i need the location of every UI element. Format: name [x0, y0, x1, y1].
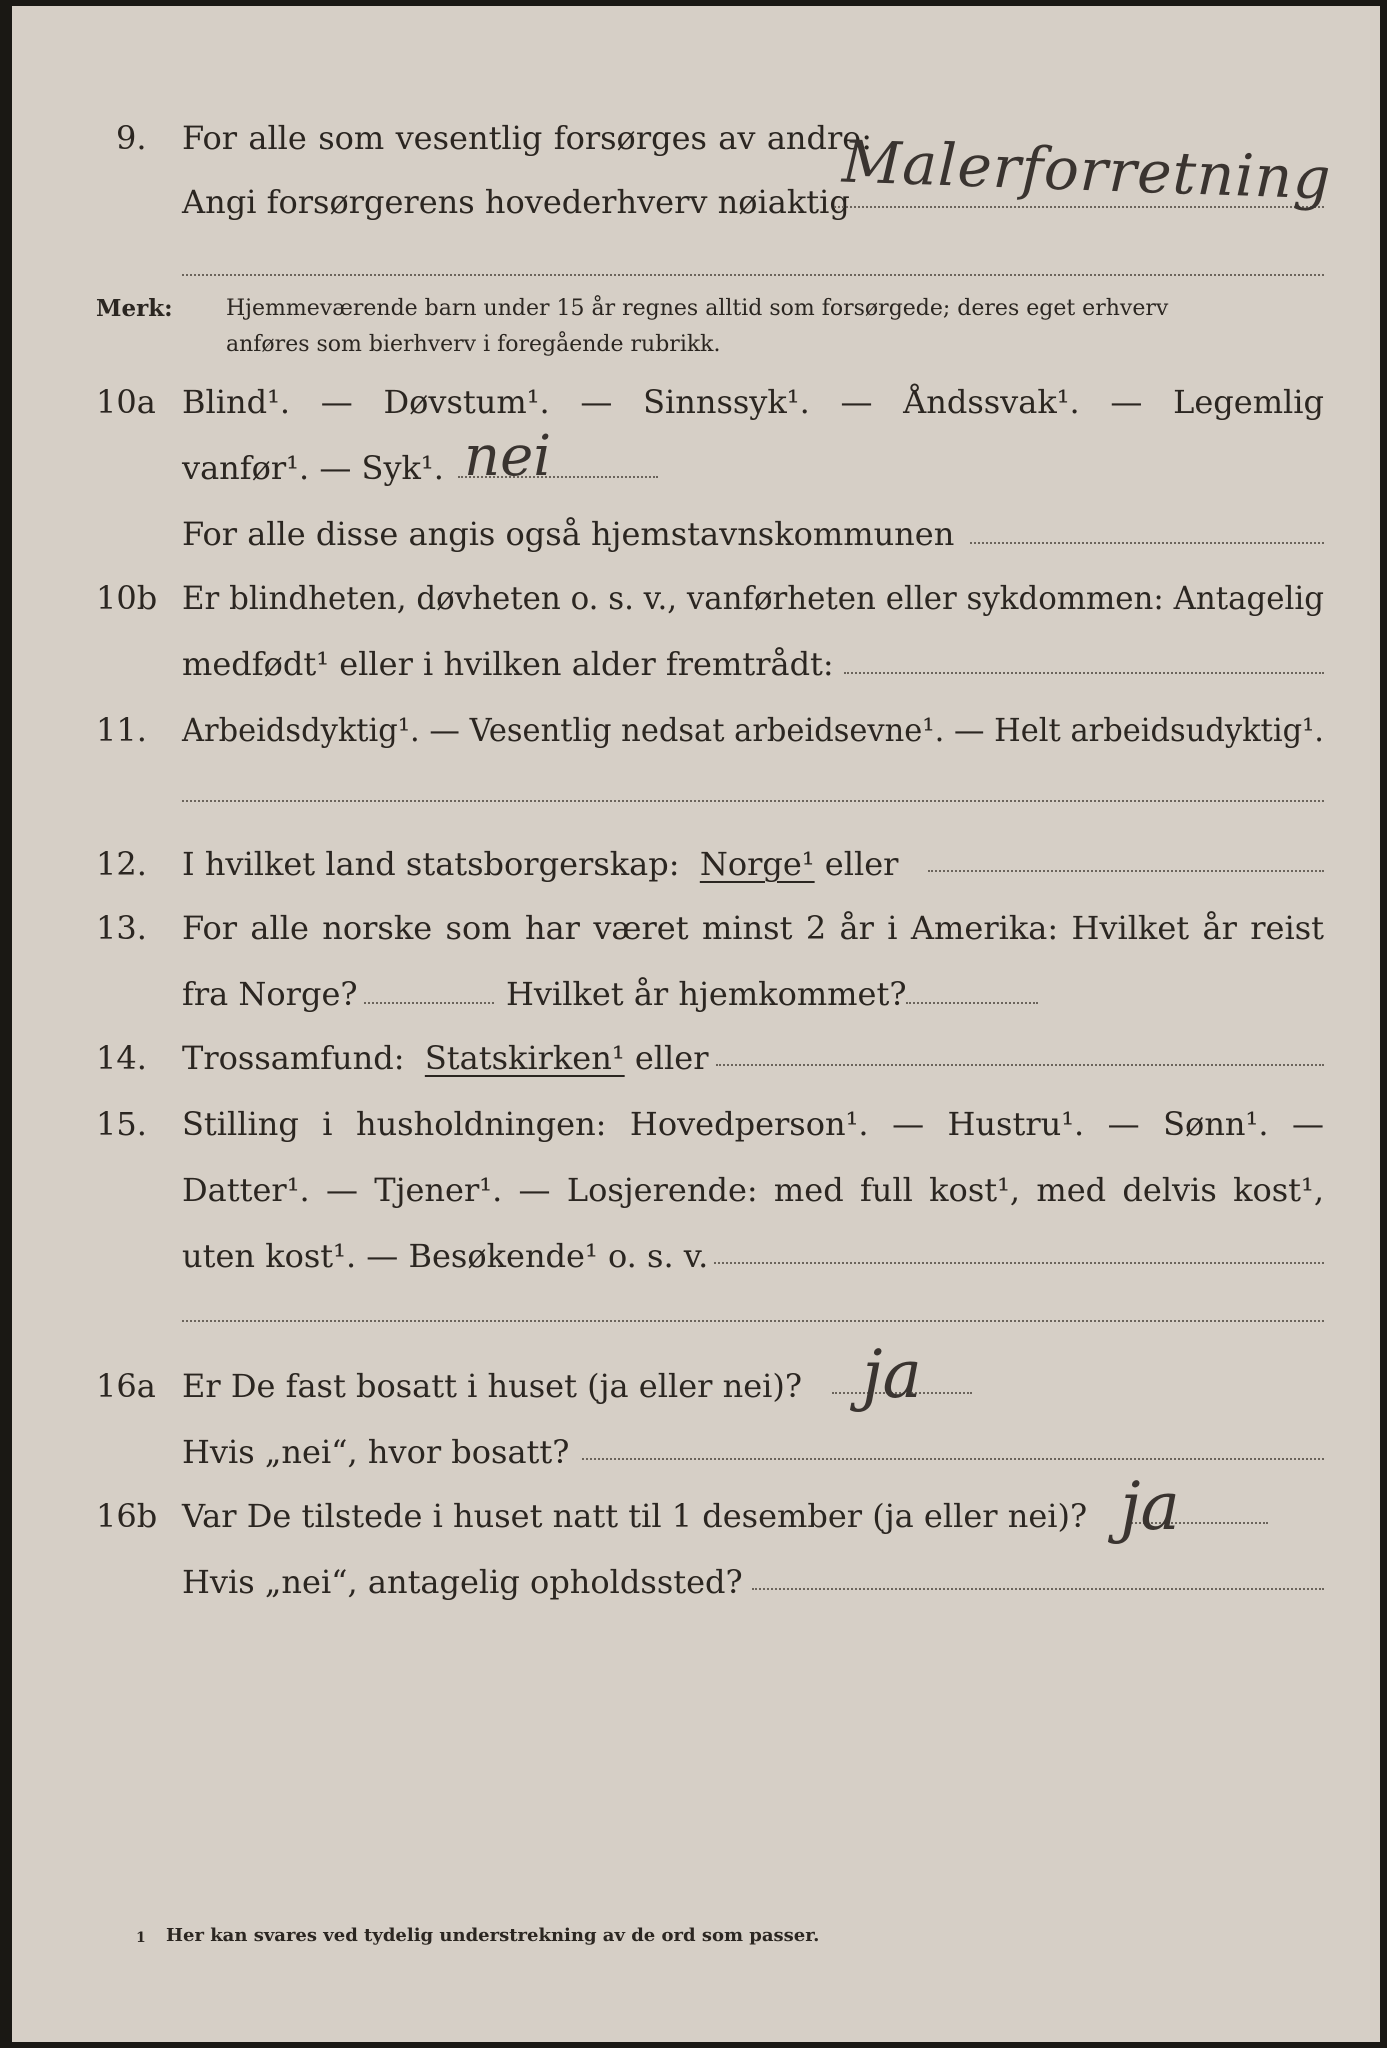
q14-number: 14.	[96, 1039, 147, 1077]
footnote-mark: 1	[136, 1930, 146, 1946]
q9-number: 9.	[116, 119, 147, 157]
q12-post: eller	[824, 845, 899, 883]
q10a-line1: Blind¹. — Døvstum¹. — Sinnssyk¹. — Åndssvak¹. — Legemlig	[182, 383, 1324, 421]
q14-dots	[716, 1064, 1324, 1066]
q15-line1: Stilling i husholdningen: Hovedperson¹. — Hustru¹. — Sønn¹. —	[182, 1105, 1324, 1143]
q14-underlined: Statskirken¹	[424, 1039, 625, 1077]
q10a-line3-dots	[970, 542, 1324, 544]
q16b-dots	[752, 1588, 1324, 1590]
q13-dots-a	[364, 1002, 494, 1004]
q16a-line2: Hvis „nei“, hvor bosatt?	[182, 1433, 570, 1471]
q12-underlined: Norge¹	[699, 845, 815, 883]
q10b-number: 10b	[96, 579, 158, 617]
q14-line	[182, 1038, 708, 1078]
q9-handwritten-answer: Malerforretning	[840, 127, 1333, 213]
q10b-line1: Er blindheten, døvheten o. s. v., vanførheten eller sykdommen: Antagelig	[182, 579, 1324, 617]
q16a-handwritten-answer: ja	[862, 1336, 922, 1413]
q11-number: 11.	[96, 711, 147, 749]
q15-line3: uten kost¹. — Besøkende¹ o. s. v.	[182, 1237, 709, 1275]
merk-line2: anføres som bierhverv i foregående rubrikk.	[226, 332, 721, 357]
q13-line2a: fra Norge?	[182, 975, 358, 1013]
q16b-handwritten-answer: ja	[1120, 1468, 1180, 1545]
q9-line1: For alle som vesentlig forsørges av andre:	[182, 119, 872, 157]
footnote-text: Her kan svares ved tydelig understrekning av de ord som passer.	[166, 1925, 820, 1946]
q13-number: 13.	[96, 909, 147, 947]
q16a-line1: Er De fast bosatt i huset (ja eller nei)?	[182, 1367, 803, 1405]
q15-dots	[714, 1262, 1324, 1264]
q9-extra-line	[182, 274, 1324, 276]
q9-line2: Angi forsørgerens hovederhverv nøiaktig	[182, 183, 850, 221]
q15-number: 15.	[96, 1105, 147, 1143]
q12-line	[182, 844, 898, 884]
q16b-number: 16b	[96, 1497, 158, 1535]
q10a-line2: vanfør¹. — Syk¹.	[182, 449, 444, 487]
q16a-number: 16a	[96, 1367, 156, 1405]
q10b-line2-dots	[844, 672, 1324, 674]
q15-line2: Datter¹. — Tjener¹. — Losjerende: med full kost¹, med delvis kost¹,	[182, 1171, 1324, 1209]
q14-pre: Trossamfund:	[182, 1039, 405, 1077]
q10b-line2: medfødt¹ eller i hvilken alder fremtrådt:	[182, 645, 834, 683]
q12-pre: I hvilket land statsborgerskap:	[182, 845, 680, 883]
form-page	[12, 6, 1380, 2042]
q11-extra-line	[182, 800, 1324, 802]
q11-line1: Arbeidsdyktig¹. — Vesentlig nedsat arbeidsevne¹. — Helt arbeidsudyktig¹.	[182, 711, 1324, 749]
q12-number: 12.	[96, 845, 147, 883]
q10a-line3: For alle disse angis også hjemstavnskommunen	[182, 515, 955, 553]
q15-extra-line	[182, 1320, 1324, 1322]
q12-dots	[928, 870, 1324, 872]
q10a-handwritten-answer: nei	[464, 424, 552, 489]
q10a-number: 10a	[96, 383, 156, 421]
q14-post: eller	[634, 1039, 709, 1077]
q16b-line2: Hvis „nei“, antagelig opholdssted?	[182, 1563, 743, 1601]
q16a-dots	[582, 1458, 1324, 1460]
q13-line2b: Hvilket år hjemkommet?	[506, 975, 907, 1013]
merk-line1: Hjemmeværende barn under 15 år regnes alltid som forsørgede; deres eget erhverv	[226, 296, 1169, 321]
merk-label: Merk:	[96, 295, 173, 322]
q16b-line1: Var De tilstede i huset natt til 1 desember (ja eller nei)?	[182, 1497, 1088, 1535]
q13-line1: For alle norske som har været minst 2 år i Amerika: Hvilket år reist	[182, 909, 1324, 947]
q13-dots-b	[906, 1002, 1038, 1004]
